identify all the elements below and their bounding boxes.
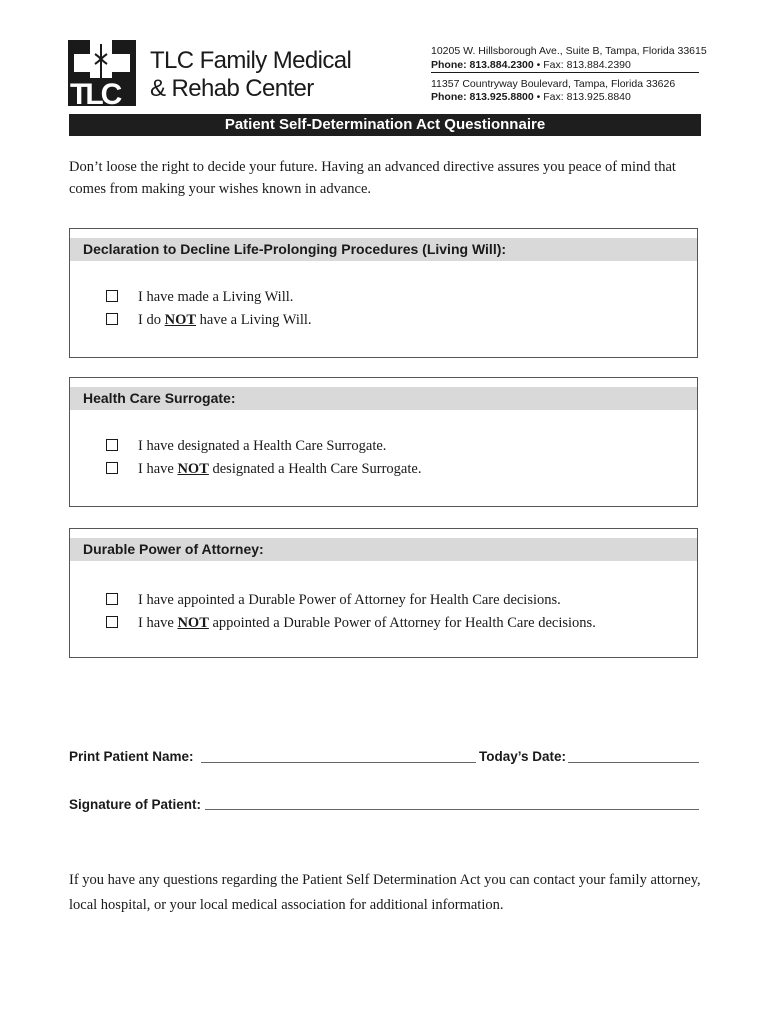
checkbox[interactable] [106, 439, 118, 451]
location1-sep: • [536, 59, 541, 71]
checkbox[interactable] [106, 593, 118, 605]
closing-paragraph: If you have any questions regarding the Patient Self Determination Act you can contact your family attorney, local hospital, or your local medical association for additional information. [69, 872, 701, 913]
patient-name-label: Print Patient Name: [69, 749, 194, 764]
option-no-living-will[interactable]: I do NOT have a Living Will. [106, 313, 312, 328]
section-heading: Declaration to Decline Life-Prolonging Procedures (Living Will): [70, 238, 697, 261]
checkbox[interactable] [106, 290, 118, 302]
signature-label: Signature of Patient: [69, 797, 202, 812]
date-label: Today’s Date: [479, 749, 567, 764]
org-name-line1: TLC Family Medical [150, 47, 352, 74]
section-heading: Durable Power of Attorney: [70, 538, 697, 561]
location2-fax: Fax: 813.925.8840 [543, 91, 631, 103]
option-made-living-will[interactable]: I have made a Living Will. [106, 290, 293, 305]
option-no-surrogate[interactable]: I have NOT designated a Health Care Surrogate. [106, 462, 421, 477]
form-title: Patient Self-Determination Act Questionnaire [69, 114, 701, 136]
signature-field[interactable] [205, 809, 699, 810]
location2-address: 11357 Countryway Boulevard, Tampa, Florida 33626 [431, 78, 676, 90]
health-care-surrogate-section [69, 377, 698, 507]
checkbox[interactable] [106, 616, 118, 628]
location1-phone: Phone: 813.884.2300 [431, 59, 534, 71]
location2-contact [431, 92, 631, 103]
date-field[interactable] [568, 762, 699, 763]
location1-fax: Fax: 813.884.2390 [543, 59, 631, 71]
location2-phone: Phone: 813.925.8800 [431, 91, 534, 103]
address-divider [431, 72, 699, 73]
location1-contact [431, 60, 631, 71]
intro-paragraph: Don’t loose the right to decide your future. Having an advanced directive assures you peace of mind that comes from making your wishes known in advance. [69, 159, 676, 197]
location2-sep: • [536, 91, 541, 103]
org-name-line2: & Rehab Center [150, 75, 314, 102]
location1-address: 10205 W. Hillsborough Ave., Suite B, Tampa, Florida 33615 [431, 45, 707, 57]
living-will-section [69, 228, 698, 358]
option-appointed-poa[interactable]: I have appointed a Durable Power of Attorney for Health Care decisions. [106, 593, 561, 608]
option-no-poa[interactable]: I have NOT appointed a Durable Power of Attorney for Health Care decisions. [106, 616, 596, 631]
section-heading: Health Care Surrogate: [70, 387, 697, 410]
checkbox[interactable] [106, 313, 118, 325]
power-of-attorney-section [69, 528, 698, 658]
checkbox[interactable] [106, 462, 118, 474]
logo-text: TLC [70, 78, 120, 106]
tlc-logo-icon [68, 40, 136, 106]
option-designated-surrogate[interactable]: I have designated a Health Care Surrogate. [106, 439, 386, 454]
patient-name-field[interactable] [201, 762, 476, 763]
